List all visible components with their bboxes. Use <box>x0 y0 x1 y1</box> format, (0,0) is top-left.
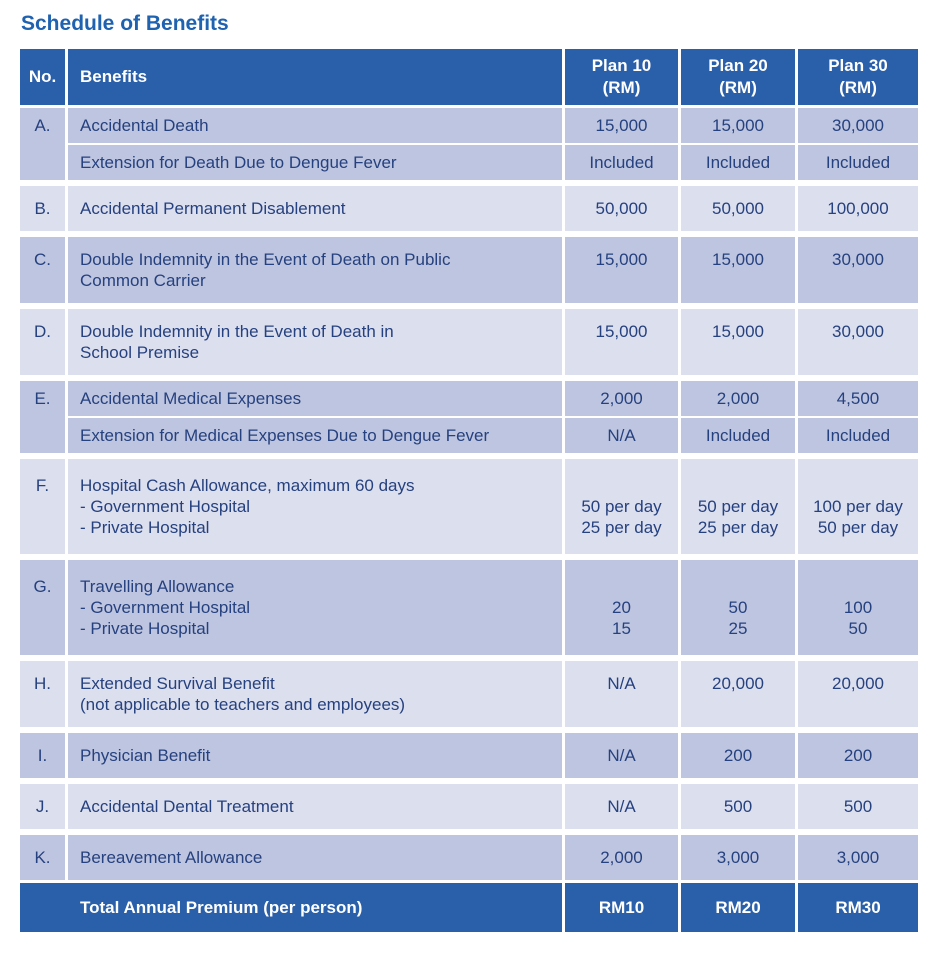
benefit-group-f <box>20 459 918 554</box>
benefit-cell: Extension for Death Due to Dengue Fever <box>68 145 562 180</box>
benefit-cell: Accidental Death <box>68 108 562 143</box>
benefit-group-c <box>20 237 918 303</box>
benefit-cell <box>68 661 562 727</box>
row-letter-cell: C. <box>20 237 65 303</box>
value-line: 50 per day <box>697 497 779 516</box>
benefit-group-i <box>20 733 918 778</box>
benefit-line: Double Indemnity in the Event of Death on Public <box>80 250 451 269</box>
value-cell-plan30 <box>798 560 918 655</box>
benefit-line: Travelling Allowance <box>80 577 235 596</box>
benefit-line: - Government Hospital <box>80 598 251 617</box>
header-no: No. <box>20 49 65 105</box>
value-cell-plan20: 3,000 <box>681 835 795 880</box>
benefit-group-d <box>20 309 918 375</box>
total-value-plan30: RM30 <box>798 883 918 932</box>
value-line: 25 per day <box>697 518 779 537</box>
value-cell-plan30: 30,000 <box>798 237 918 303</box>
value-cell-plan20 <box>681 560 795 655</box>
benefit-group-e <box>20 381 918 453</box>
benefit-cell <box>68 309 562 375</box>
benefit-cell <box>68 237 562 303</box>
benefit-line: School Premise <box>80 343 200 362</box>
benefit-line: - Government Hospital <box>80 497 251 516</box>
benefit-cell: Bereavement Allowance <box>68 835 562 880</box>
value-cell-plan20 <box>681 459 795 554</box>
value-cell-plan10: N/A <box>565 784 678 829</box>
value-cell-plan20: 15,000 <box>681 237 795 303</box>
value-cell-plan20: Included <box>681 418 795 453</box>
total-value-plan20: RM20 <box>681 883 795 932</box>
benefit-cell: Accidental Medical Expenses <box>68 381 562 416</box>
table-header-row <box>20 49 918 105</box>
value-line: 15 <box>612 619 631 638</box>
value-line: 50 per day <box>817 518 899 537</box>
row-letter-cell: A. <box>20 108 65 180</box>
value-cell-plan30 <box>798 459 918 554</box>
value-cell-plan30: 30,000 <box>798 309 918 375</box>
value-cell-plan20: 15,000 <box>681 309 795 375</box>
benefit-line: - Private Hospital <box>80 518 210 537</box>
row-letter-cell: E. <box>20 381 65 453</box>
row-letter-cell: I. <box>20 733 65 778</box>
benefit-line: Common Carrier <box>80 271 206 290</box>
value-cell-plan10 <box>565 459 678 554</box>
benefit-line: (not applicable to teachers and employees) <box>80 695 406 714</box>
value-cell-plan30: Included <box>798 418 918 453</box>
header-plan-10 <box>565 49 678 105</box>
value-cell-plan10 <box>565 560 678 655</box>
schedule-of-benefits-table <box>20 49 918 932</box>
value-line: 20 <box>612 598 631 617</box>
header-plan-20-name: Plan 20 <box>708 56 768 75</box>
value-cell-plan10: Included <box>565 145 678 180</box>
value-cell-plan10: 2,000 <box>565 835 678 880</box>
value-line: 50 <box>728 598 748 617</box>
value-cell-plan30: 500 <box>798 784 918 829</box>
benefit-group-j <box>20 784 918 829</box>
benefit-group-g <box>20 560 918 655</box>
benefit-cell: Accidental Dental Treatment <box>68 784 562 829</box>
value-cell-plan30: Included <box>798 145 918 180</box>
row-letter-cell: K. <box>20 835 65 880</box>
row-letter-cell: D. <box>20 309 65 375</box>
header-plan-30-unit: (RM) <box>839 78 877 97</box>
value-cell-plan20: 200 <box>681 733 795 778</box>
header-benefits: Benefits <box>68 49 562 105</box>
benefit-group-a <box>20 108 918 180</box>
row-letter-cell: H. <box>20 661 65 727</box>
value-cell-plan30: 4,500 <box>798 381 918 416</box>
header-plan-30-name: Plan 30 <box>828 56 888 75</box>
header-plan-10-name: Plan 10 <box>591 56 652 75</box>
value-cell-plan10: N/A <box>565 418 678 453</box>
value-cell-plan10: N/A <box>565 661 678 727</box>
benefit-cell: Accidental Permanent Disablement <box>68 186 562 231</box>
row-letter-cell: J. <box>20 784 65 829</box>
value-cell-plan30: 200 <box>798 733 918 778</box>
value-cell-plan10: 15,000 <box>565 108 678 143</box>
benefit-line: - Private Hospital <box>80 619 210 638</box>
value-line: 25 <box>728 619 748 638</box>
header-plan-20-unit: (RM) <box>719 78 757 97</box>
value-cell-plan30: 20,000 <box>798 661 918 727</box>
row-letter-cell: B. <box>20 186 65 231</box>
value-cell-plan20: 2,000 <box>681 381 795 416</box>
value-line: 50 per day <box>581 497 662 516</box>
value-line: 25 per day <box>581 518 662 537</box>
header-plan-20 <box>681 49 795 105</box>
value-cell-plan30: 3,000 <box>798 835 918 880</box>
page-title: Schedule of Benefits <box>21 12 229 35</box>
row-letter-cell: F. <box>20 459 65 554</box>
total-premium-label: Total Annual Premium (per person) <box>20 883 562 932</box>
value-line: 100 per day <box>813 497 903 516</box>
value-cell-plan20: 20,000 <box>681 661 795 727</box>
benefit-cell <box>68 560 562 655</box>
benefit-line: Double Indemnity in the Event of Death in <box>80 322 394 341</box>
benefit-group-b <box>20 186 918 231</box>
benefit-line: Hospital Cash Allowance, maximum 60 days <box>80 476 415 495</box>
benefit-cell <box>68 459 562 554</box>
value-cell-plan10: 15,000 <box>565 309 678 375</box>
value-cell-plan30: 30,000 <box>798 108 918 143</box>
header-plan-30 <box>798 49 918 105</box>
value-line: 100 <box>843 598 873 617</box>
value-line: 50 <box>848 619 868 638</box>
total-premium-row <box>20 883 918 932</box>
benefit-group-k <box>20 835 918 880</box>
value-cell-plan20: Included <box>681 145 795 180</box>
header-plan-10-unit: (RM) <box>602 78 641 97</box>
benefit-line: Extended Survival Benefit <box>80 674 275 693</box>
value-cell-plan10: N/A <box>565 733 678 778</box>
benefit-cell: Extension for Medical Expenses Due to Dengue Fever <box>68 418 562 453</box>
value-cell-plan10: 15,000 <box>565 237 678 303</box>
value-cell-plan10: 50,000 <box>565 186 678 231</box>
value-cell-plan10: 2,000 <box>565 381 678 416</box>
value-cell-plan30: 100,000 <box>798 186 918 231</box>
value-cell-plan20: 50,000 <box>681 186 795 231</box>
row-letter-cell: G. <box>20 560 65 655</box>
total-value-plan10: RM10 <box>565 883 678 932</box>
value-cell-plan20: 15,000 <box>681 108 795 143</box>
benefit-cell: Physician Benefit <box>68 733 562 778</box>
benefit-group-h <box>20 661 918 727</box>
value-cell-plan20: 500 <box>681 784 795 829</box>
